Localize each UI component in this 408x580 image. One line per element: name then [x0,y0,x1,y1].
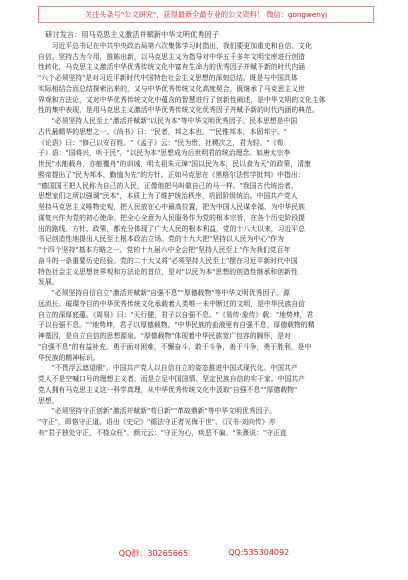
text-line: 远流长、璀璨夺目的中华优秀传统文化承载着人类唯一未中断过的文明，是中华民族自信 [38,299,306,308]
text-line: "不畏浮云遮望眼"，中国共产党人以自信自立的姿态推进中国式现代化。中国共产 [38,364,298,373]
text-line: "六个必须坚持"是对习近平新时代中国特色社会主义思想的深刻总结。既是与中国具体 [38,74,298,82]
text-line: 自信。坚持古为今用，推陈出新，以马克思主义为指导对中华五千多年文明宝库进行创造 [38,52,306,61]
text-line: 世民"水能载舟，亦能覆舟"的训诫，明太祖朱元璋"国以民为本，民以食为天"的政策，清康 [38,160,311,168]
text-line: 熙帝提出了"民为邦本，勤恤为先"的方针。正如马克思在《黑格尔法哲学批判》中指出： [38,170,305,179]
text-line: 习近平总书记在中共中央政治局第六次集体学习时指出，我们要更加重史和自信、文化 [38,41,312,50]
footer [0,548,408,559]
text-line: "守正"，即恪守正道。语出《史记》"循法守正者见侮于世"、《汉书·刘向传》亦 [38,418,276,426]
document-body [38,30,374,439]
footer-qq-group: QQ群：30265665 [118,549,189,558]
text-line: 实际相结合而总结探索出来的，又与中华优秀传统文化高度契合，既继承了马克思主义世 [38,84,306,93]
text-line: 子以自强不息。""地势坤，君子以厚德载物。"中华民族的血液里有自强不息、厚德载物的精 [38,321,315,330]
text-line: "必须坚持自信自立"激活并赋新"自强不息""厚德载物"等中华文明优秀因子。源 [38,289,290,297]
document-title: 研讨发言：用马克思主义激活并赋新中华文明优秀因子 [38,30,219,39]
footer-qq: QQ:535304092 [228,548,290,557]
text-line: 书记创造性地提出人民至上根本政治立场。党的十九大把"坚持以人民为中心"作为 [38,235,284,244]
text-line: 党人拥有马克思主义这一科学真理，从中华优秀传统文化中汲取"自强不息""厚德载物" [38,385,298,394]
text-line: 性转化，马克思主义激活中华优秀传统文化中富有生命力的优秀因子并赋予新的时代内涵 [38,63,306,72]
text-line: 神基因，是自立自信的思想源泉。"厚德载物"体现着中华民族宽广包容的胸怀，是对 [38,332,291,340]
text-line: 古代最精华的思想之一。《尚书》曰："民者，邦之本也。""民惟邦本，本固邦宁。" [38,127,287,136]
text-line: 性的集中表现，是用马克思主义激活中华优秀传统文化优秀因子并赋予新的时代内涵的典范。 [38,106,319,115]
text-line: 特色社会主义思想世界观和方法论的首位，是对"以民为本"思想的创造性继承和创新性 [38,267,298,276]
text-line: 谋复兴作为党的初心使命。把全心全意为人民服务作为党的根本宗旨，在各个历史阶段提 [38,213,306,222]
text-line: 发展。 [38,278,59,287]
text-line: 自立的深厚底蕴。《周易》曰："天行健，君子以自强不息。"《易传·象传》载："地势坤，君 [38,310,314,319]
text-line: "德国国王把人民称为自己的人民，正像他把马叫做自己的马一样。"我国古代统治者、 [38,181,298,190]
text-line: 子》语："国将兴，听于民"，"以民为本"思想成为后世明君的统治理念。如唐太宗李 [38,149,291,158]
text-line: 奋斗的一条重要历史经验。党的二十大又将"必须坚持人民至上"摆在习近平新时代中国 [38,256,298,265]
text-line: 有"君子独处守正，不桡众枉"。颜元云："守正为心，疾恶不偏。"朱熹说："守正直 [38,428,287,437]
text-line: 出的路线、方针、政策，都充分体现了广大人民的根本利益，党的十八大以来，习近平总 [38,224,306,233]
text-line: 党人不是空喊口号的理想主义者，而是立足中国国情、坚定民族自信的实干家。中国共产 [38,375,306,383]
text-line: "必须坚持人民至上"激活并赋新"以民为本"等中华文明优秀因子。民本思想是中国 [38,117,298,125]
text-line: 思想家们之所以强调"民本"，本质上为了维护统治秩序，巩固阶级统治。中国共产党人 [38,192,298,201]
text-line: 《论语》曰："修己以安百姓。"《孟子》云："民为贵，社稷次之，君为轻。"《荀 [38,138,284,147]
text-line: "必须坚持守正创新"激活并赋新"苟日新""革故鼎新"等中华文明优秀因子。 [38,407,277,416]
text-line: "自强不息"的有益补充。勇于面对困难，不懈奋斗，敢于斗争，善于斗争，勇于胜利，是中 [38,342,312,351]
header-banner: 关注头条号"公文研究"，获得最新全最专业的公文资料！ 微信：gongwenyj [38,6,374,23]
text-line: 坚持马克思主义唯物史观，把人民放在心中最高位置，把为中国人民谋幸福、为中华民族 [38,203,306,211]
text-line: "十四个坚持"基本方略之一。党的十九届六中全会把"坚持人民至上"作为我们党百年 [38,246,291,254]
text-line: 界观和方法论，又对中华优秀传统文化中蕴含的智慧进行了创新性阐述，是中华文明的文化主体 [38,95,326,104]
text-line: 华民族的精神标识。 [38,353,100,362]
text-line: 思想。 [38,396,59,405]
